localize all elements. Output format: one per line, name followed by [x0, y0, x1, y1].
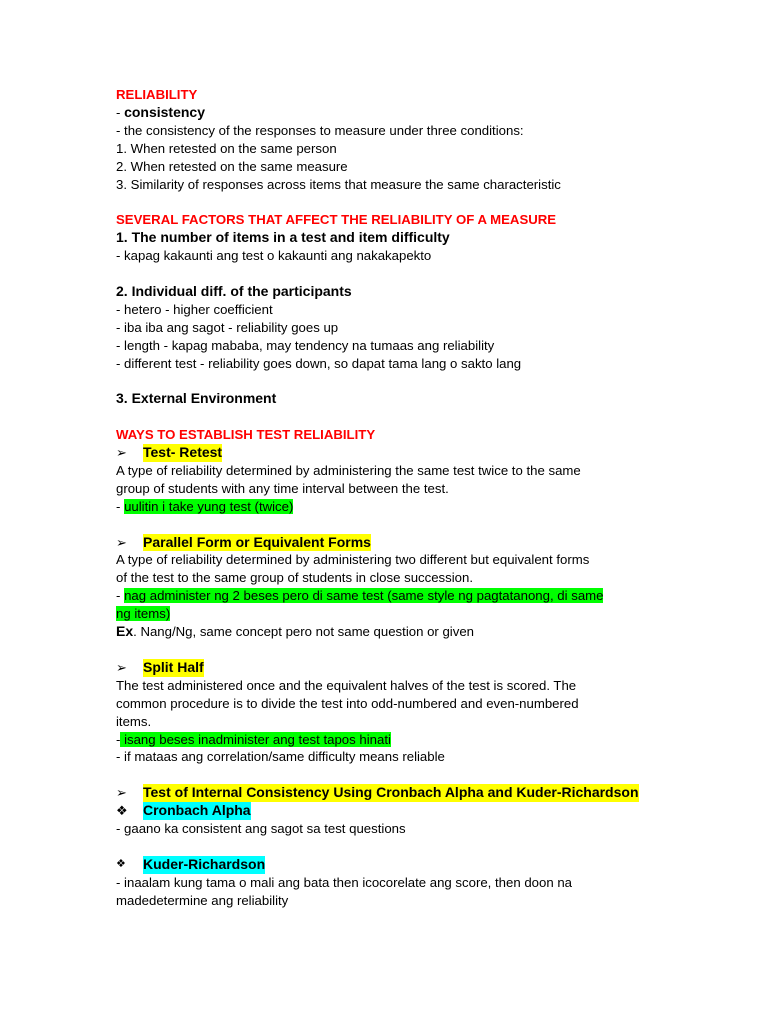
kr-note: madedetermine ang reliability	[116, 892, 289, 908]
parallel-desc: A type of reliability determined by administering two different but equivalent forms	[116, 552, 590, 568]
dash: -	[116, 731, 121, 747]
spacer	[116, 265, 656, 283]
condition-item: 1. When retested on the same person	[116, 140, 337, 156]
parallel-example	[116, 623, 656, 641]
condition-item: 3. Similarity of responses across items that measure the same characteristic	[116, 176, 561, 192]
test-retest-desc: group of students with any time interval between the test.	[116, 480, 449, 496]
dash: -	[116, 588, 125, 604]
arrow-bullet-icon: ➢	[116, 534, 127, 550]
diamond-bullet-icon: ❖	[116, 803, 128, 819]
document-body	[116, 86, 656, 910]
reliability-term-line	[116, 104, 656, 122]
parallel-note-highlight: ng items)	[116, 606, 171, 622]
split-half-desc: items.	[116, 713, 152, 729]
factor-2-note: - different test - reliability goes down, so dapat tama lang o sakto lang	[116, 355, 522, 371]
parallel-title: Parallel Form or Equivalent Forms	[143, 533, 371, 550]
diamond-outline-bullet-icon: ❖	[116, 857, 126, 870]
arrow-bullet-icon: ➢	[116, 785, 127, 801]
factor-3-title: 3. External Environment	[116, 390, 277, 407]
spacer	[116, 372, 656, 390]
factor-2-note: - length - kapag mababa, may tendency na tumaas ang reliability	[116, 337, 495, 353]
cronbach-note: - gaano ka consistent ang sagot sa test questions	[116, 821, 406, 837]
split-half-note: - if mataas ang correlation/same difficulty means reliable	[116, 749, 445, 765]
split-half-note	[116, 731, 656, 749]
parallel-note-highlight: nag administer ng 2 beses pero di same test (same style ng pagtatanong, di same	[124, 588, 604, 604]
cronbach-title: Cronbach Alpha	[143, 802, 251, 819]
arrow-bullet-icon: ➢	[116, 659, 127, 675]
kr-note: - inaalam kung tama o mali ang bata then icocorelate ang score, then doon na	[116, 874, 572, 890]
split-half-note-highlight: isang beses inadminister ang test tapos hinati	[120, 731, 391, 747]
reliability-heading: RELIABILITY	[116, 87, 198, 102]
reliability-term: consistency	[124, 103, 205, 120]
test-retest-note	[116, 498, 656, 516]
factor-1-title: 1. The number of items in a test and item difficulty	[116, 229, 450, 246]
spacer	[116, 838, 656, 856]
internal-title-row	[116, 784, 656, 802]
dash: -	[116, 104, 125, 120]
parallel-title-row	[116, 534, 656, 552]
kr-title: Kuder-Richardson	[143, 855, 266, 872]
spacer	[116, 516, 656, 534]
test-retest-title: Test- Retest	[143, 444, 223, 461]
factor-1-note: - kapag kakaunti ang test o kakaunti ang nakakapekto	[116, 248, 432, 264]
factor-2-note: - hetero - higher coefficient	[116, 301, 273, 317]
reliability-definition: - the consistency of the responses to measure under three conditions:	[116, 122, 524, 138]
split-half-desc: common procedure is to divide the test into odd-numbered and even-numbered	[116, 695, 579, 711]
dash: -	[116, 498, 125, 514]
test-retest-note-highlight: uulitin i take yung test (twice)	[124, 498, 294, 514]
split-half-title-row	[116, 659, 656, 677]
spacer	[116, 641, 656, 659]
cronbach-title-row	[116, 802, 656, 820]
test-retest-desc: A type of reliability determined by administering the same test twice to the same	[116, 462, 581, 478]
example-label: Ex	[116, 623, 134, 640]
factor-2-note: - iba iba ang sagot - reliability goes up	[116, 319, 339, 335]
spacer	[116, 193, 656, 211]
factors-heading: SEVERAL FACTORS THAT AFFECT THE RELIABILITY OF A MEASURE	[116, 212, 557, 228]
internal-title: Test of Internal Consistency Using Cronbach Alpha and Kuder-Richardson	[143, 784, 639, 801]
split-half-desc: The test administered once and the equivalent halves of the test is scored. The	[116, 677, 577, 693]
condition-item: 2. When retested on the same measure	[116, 158, 348, 174]
arrow-bullet-icon: ➢	[116, 445, 127, 461]
test-retest-title-row	[116, 444, 656, 462]
spacer	[116, 766, 656, 784]
kr-title-row	[116, 856, 656, 874]
factor-2-title: 2. Individual diff. of the participants	[116, 282, 352, 299]
parallel-desc: of the test to the same group of students in close succession.	[116, 570, 473, 586]
parallel-note	[116, 587, 656, 605]
example-text: . Nang/Ng, same concept pero not same question or given	[133, 624, 474, 640]
spacer	[116, 408, 656, 426]
ways-heading: WAYS TO ESTABLISH TEST RELIABILITY	[116, 427, 376, 443]
split-half-title: Split Half	[143, 658, 204, 675]
parallel-note	[116, 605, 656, 623]
